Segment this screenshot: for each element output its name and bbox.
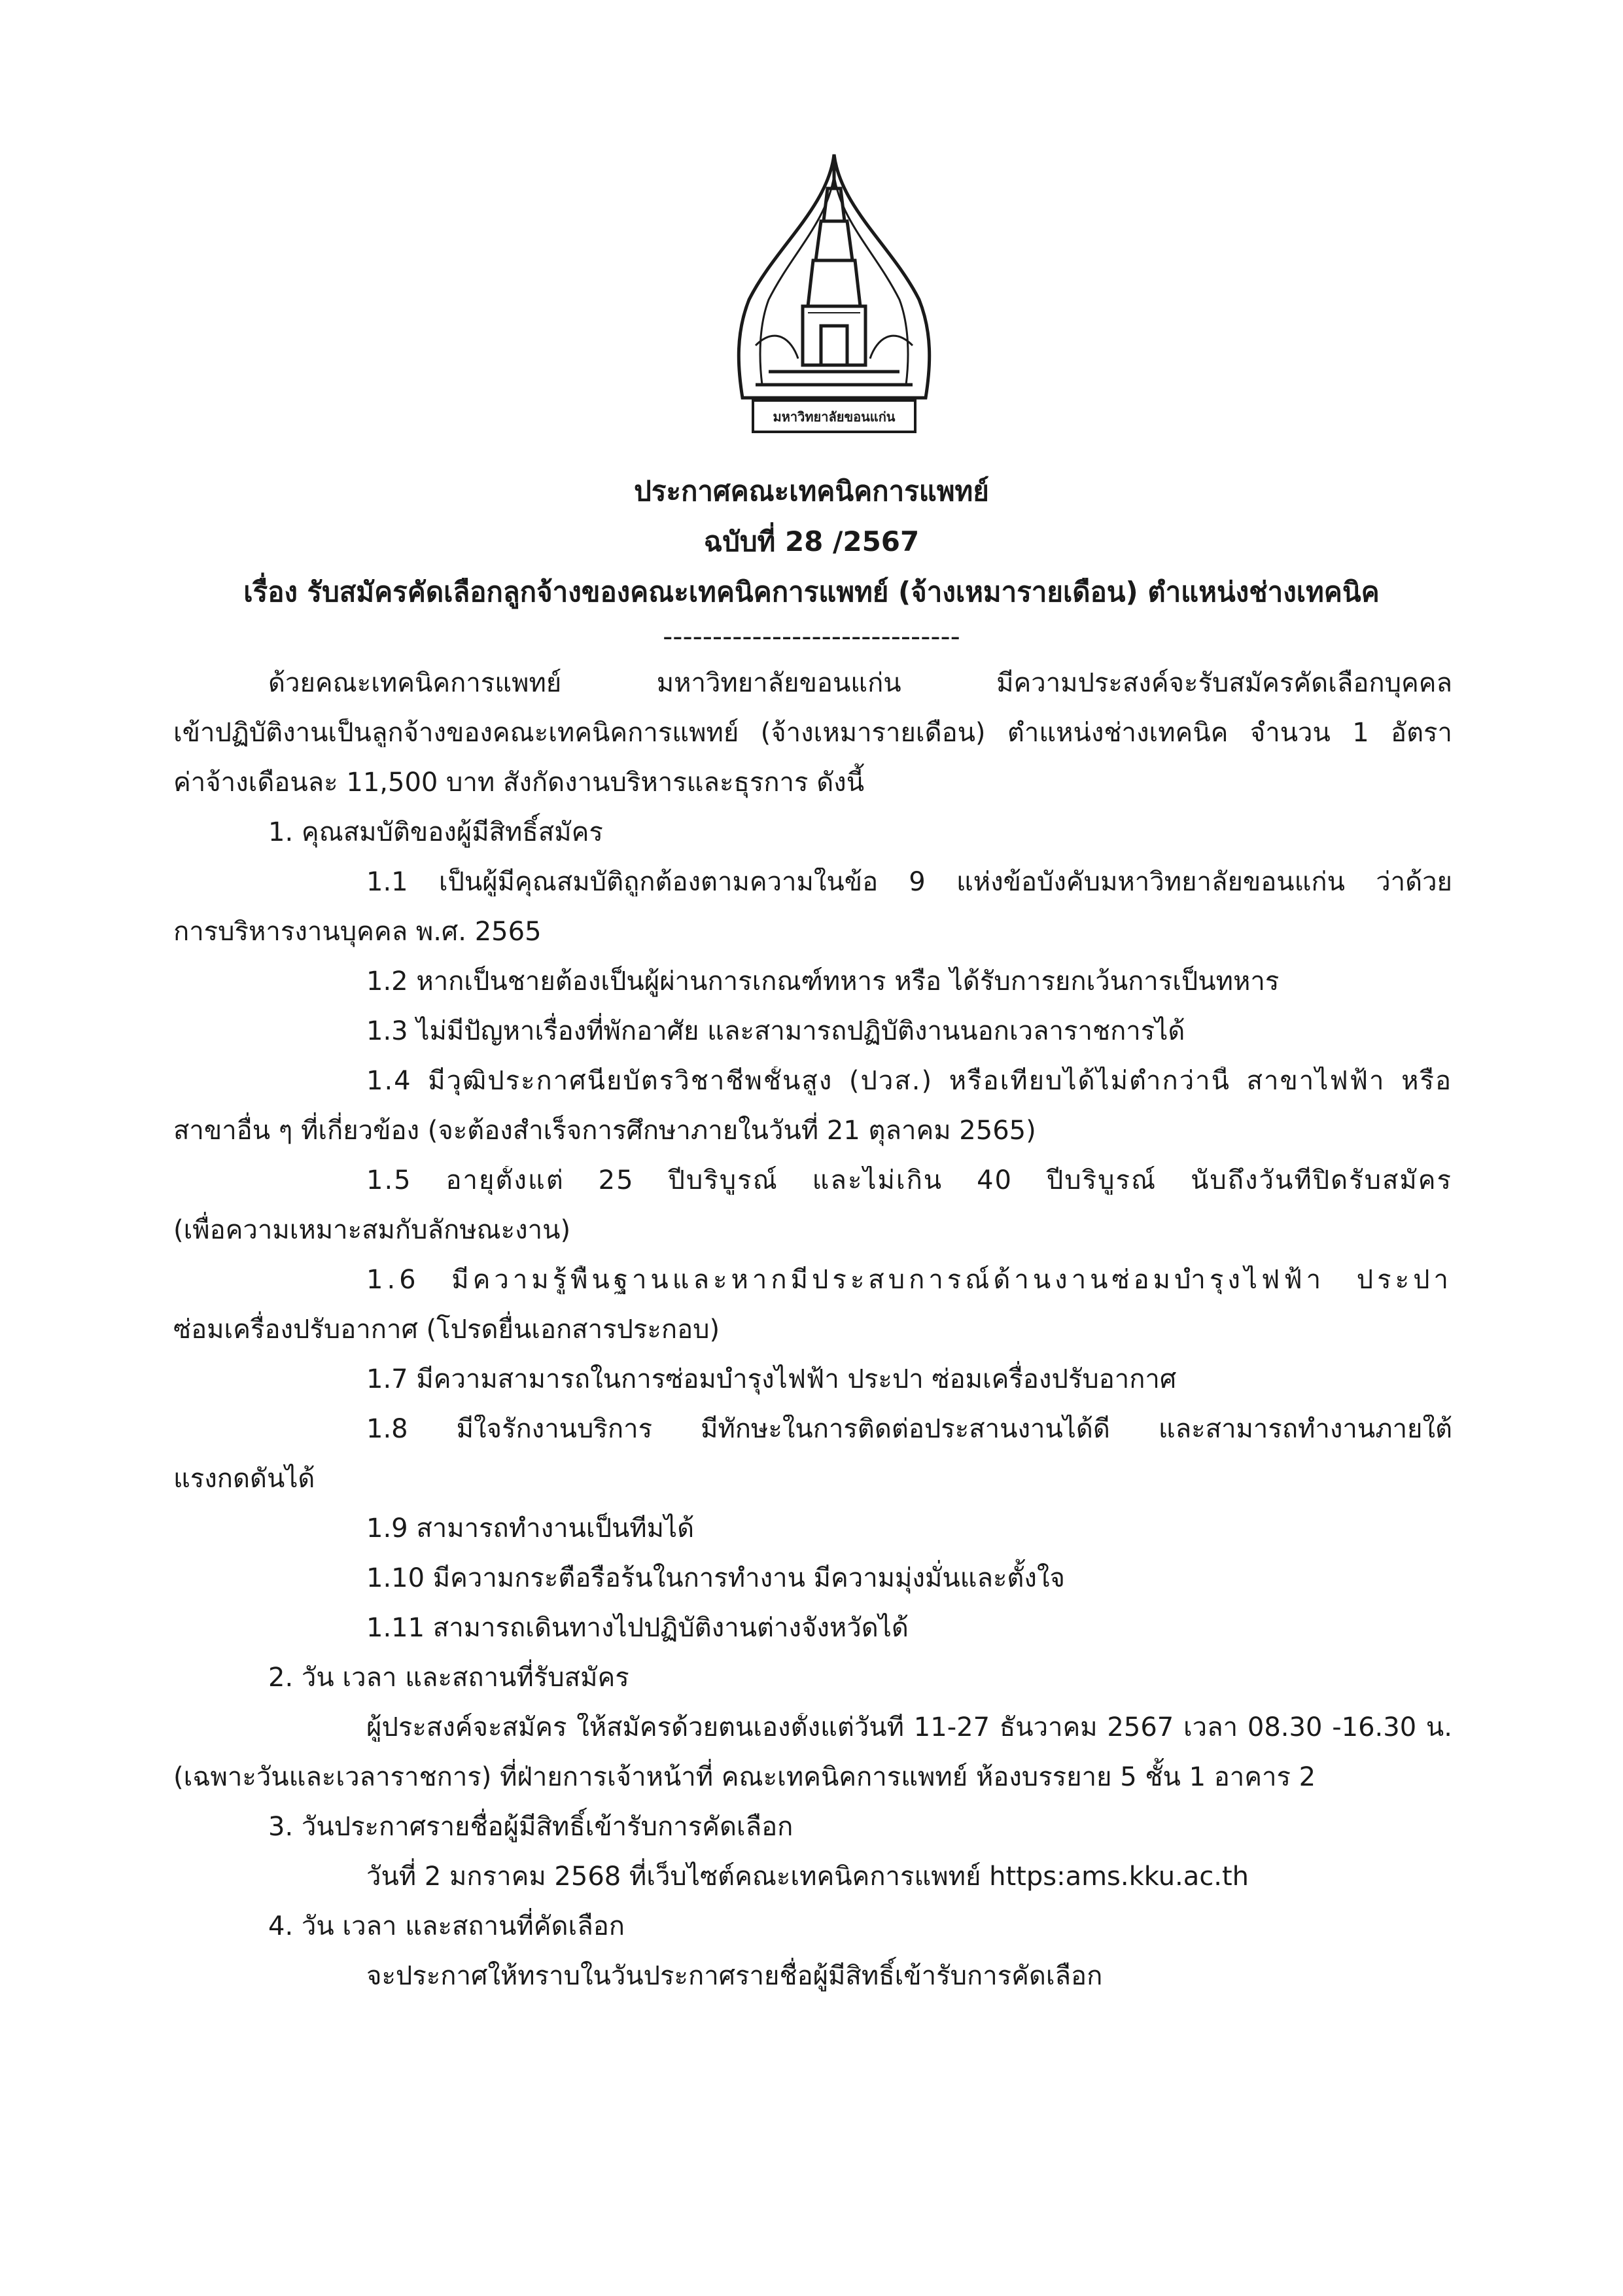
item-1-6-line-1: 1.6 มีความรู้พื้นฐานและหากมีประสบการณ์ด้านงานซ่อมบำรุงไฟฟ้า ประปา <box>366 1265 1452 1294</box>
university-seal-logo <box>729 149 939 437</box>
khon-kaen-university-seal-icon <box>729 149 939 437</box>
item-1-1-line-1: 1.1 เป็นผู้มีคุณสมบัติถูกต้องตามความในข้อ 9 แห่งข้อบังคับมหาวิทยาลัยขอนแก่น ว่าด้วย <box>366 868 1452 896</box>
announcement-subject: เรื่อง รับสมัครคัดเลือกลูกจ้างของคณะเทคนิคการแพทย์ (จ้างเหมารายเดือน) ตำแหน่งช่างเทคนิค <box>243 576 1380 608</box>
item-1-1-line-2: การบริหารงานบุคคล พ.ศ. 2565 <box>173 917 542 947</box>
section-1-heading: 1. คุณสมบัติของผู้มีสิทธิ์สมัคร <box>268 817 603 847</box>
announcement-number: ฉบับที่ 28 /2567 <box>703 525 920 557</box>
item-1-8-line-1: 1.8 มีใจรักงานบริการ มีทักษะในการติดต่อประสานงานได้ดี และสามารถทำงานภายใต้ <box>366 1415 1452 1443</box>
section-4-heading: 4. วัน เวลา และสถานที่คัดเลือก <box>268 1911 625 1941</box>
item-1-11: 1.11 สามารถเดินทางไปปฏิบัติงานต่างจังหวัดได้ <box>366 1613 909 1643</box>
item-1-4-line-2: สาขาอื่น ๆ ที่เกี่ยวข้อง (จะต้องสำเร็จการศึกษาภายในวันที่ 21 ตุลาคม 2565) <box>173 1116 1036 1146</box>
section-3-body: วันที่ 2 มกราคม 2568 ที่เว็บไซต์คณะเทคนิคการแพทย์ https:ams.kku.ac.th <box>366 1862 1249 1892</box>
item-1-4-line-1: 1.4 มีวุฒิประกาศนียบัตรวิชาชีพชั้นสูง (ปวส.) หรือเทียบได้ไม่ต่ำกว่านี้ สาขาไฟฟ้า หรือ <box>366 1067 1452 1095</box>
item-1-2: 1.2 หากเป็นชายต้องเป็นผู้ผ่านการเกณฑ์ทหาร หรือ ได้รับการยกเว้นการเป็นทหาร <box>366 966 1280 997</box>
section-2-body-line-1: ผู้ประสงค์จะสมัคร ให้สมัครด้วยตนเองตั้งแต่วันที่ 11-27 ธันวาคม 2567 เวลา 08.30 -16.30 น. <box>366 1713 1452 1742</box>
item-1-6-line-2: ซ่อมเครื่องปรับอากาศ (โปรดยื่นเอกสารประกอบ) <box>173 1315 720 1345</box>
seal-caption: มหาวิทยาลัยขอนแก่น <box>773 409 896 425</box>
item-1-5-line-1: 1.5 อายุตั้งแต่ 25 ปีบริบูรณ์ และไม่เกิน 40 ปีบริบูรณ์ นับถึงวันที่ปิดรับสมัคร <box>366 1166 1452 1195</box>
item-1-10: 1.10 มีความกระตือรือร้นในการทำงาน มีความมุ่งมั่นและตั้งใจ <box>366 1563 1065 1593</box>
intro-line-2: เข้าปฏิบัติงานเป็นลูกจ้างของคณะเทคนิคการแพทย์ (จ้างเหมารายเดือน) ตำแหน่งช่างเทคนิค จำนวน 1 อัตรา <box>173 718 1452 747</box>
header-divider: ------------------------------ <box>663 620 960 652</box>
section-3-heading: 3. วันประกาศรายชื่อผู้มีสิทธิ์เข้ารับการคัดเลือก <box>268 1812 794 1842</box>
section-4-body: จะประกาศให้ทราบในวันประกาศรายชื่อผู้มีสิทธิ์เข้ารับการคัดเลือก <box>366 1961 1103 1991</box>
item-1-8-line-2: แรงกดดันได้ <box>173 1464 315 1494</box>
item-1-9: 1.9 สามารถทำงานเป็นทีมได้ <box>366 1513 695 1544</box>
item-1-7: 1.7 มีความสามารถในการซ่อมบำรุงไฟฟ้า ประปา ซ่อมเครื่องปรับอากาศ <box>366 1364 1177 1394</box>
section-2-body-line-2: (เฉพาะวันและเวลาราชการ) ที่ฝ่ายการเจ้าหน้าที่ คณะเทคนิคการแพทย์ ห้องบรรยาย 5 ชั้น 1 อาคาร 2 <box>173 1762 1316 1792</box>
intro-line-1: ด้วยคณะเทคนิคการแพทย์ มหาวิทยาลัยขอนแก่น มีความประสงค์จะรับสมัครคัดเลือกบุคคล <box>268 669 1452 698</box>
intro-line-3: ค่าจ้างเดือนละ 11,500 บาท สังกัดงานบริหารและธุรการ ดังนี้ <box>173 768 865 798</box>
item-1-5-line-2: (เพื่อความเหมาะสมกับลักษณะงาน) <box>173 1215 571 1245</box>
announcement-title: ประกาศคณะเทคนิคการแพทย์ <box>634 475 989 507</box>
item-1-3: 1.3 ไม่มีปัญหาเรื่องที่พักอาศัย และสามารถปฏิบัติงานนอกเวลาราชการได้ <box>366 1016 1185 1046</box>
section-2-heading: 2. วัน เวลา และสถานที่รับสมัคร <box>268 1663 629 1693</box>
